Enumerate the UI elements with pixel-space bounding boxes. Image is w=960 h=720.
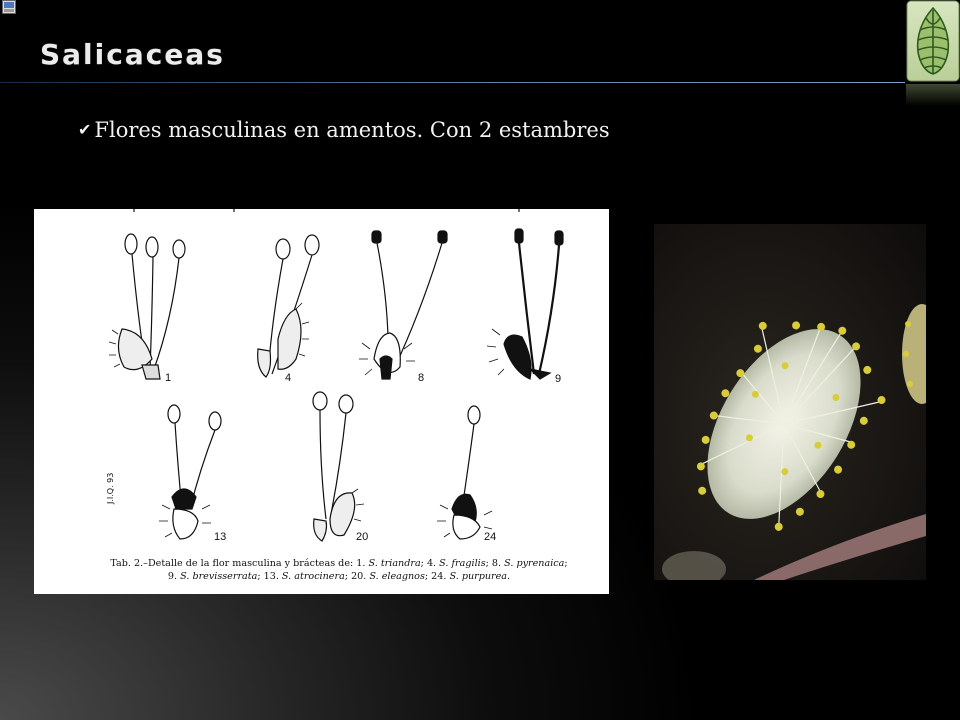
botanical-figure xyxy=(34,209,609,594)
drawing-fig-8 xyxy=(359,231,447,379)
drawing-fig-24 xyxy=(437,406,492,539)
fig-number-8: 8 xyxy=(418,372,425,384)
bullet-text: Flores masculinas en amentos. Con 2 estambres xyxy=(94,118,610,142)
title-divider xyxy=(0,82,905,83)
drawing-fig-1 xyxy=(109,234,185,379)
slideshow-app-icon[interactable] xyxy=(2,0,16,14)
caption-line-1: Tab. 2.–Detalle de la flor masculina y brácteas de: 1. S. triandra; 4. S. fragilis; 8. S. pyrenaica; xyxy=(110,558,568,569)
flower-drawings xyxy=(34,209,609,594)
fig-number-20: 20 xyxy=(356,531,369,543)
logo-reflection xyxy=(906,84,960,106)
checkmark-icon: ✔ xyxy=(78,120,92,139)
willow-catkin-photo xyxy=(654,224,926,580)
figure-caption xyxy=(74,557,604,583)
fig-number-1: 1 xyxy=(165,372,172,384)
fig-number-24: 24 xyxy=(484,531,497,543)
drawing-fig-20 xyxy=(313,392,364,541)
fig-number-9: 9 xyxy=(555,373,562,385)
drawing-fig-13 xyxy=(159,405,221,539)
bullet-item xyxy=(78,118,610,142)
caption-line-2: 9. S. brevisserrata; 13. S. atrocinera; 20. S. eleagnos; 24. S. purpurea. xyxy=(167,571,511,582)
illustrator-initials: J.I.Q. 93 xyxy=(106,472,115,504)
fig-number-4: 4 xyxy=(285,372,292,384)
pine-cone-logo-icon xyxy=(906,0,960,84)
slide-title: Salicaceas xyxy=(40,38,225,71)
fig-number-13: 13 xyxy=(214,531,227,543)
drawing-fig-9 xyxy=(487,229,563,379)
drawing-fig-4 xyxy=(258,235,319,377)
